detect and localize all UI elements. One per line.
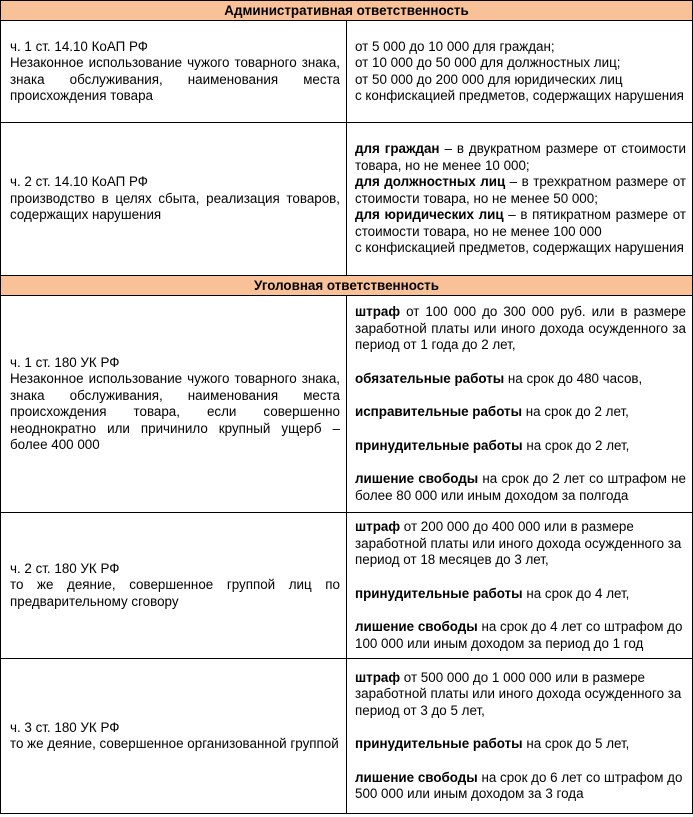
article-label: ч. 1 ст. 180 УК РФ	[10, 354, 120, 370]
penalty-line: штраф от 500 000 до 1 000 000 или в размере заработной платы или иного дохода осужденного за период от 3 до 5 лет,	[355, 669, 682, 718]
admin-heading: Административная ответственность	[1, 1, 693, 21]
article-label: ч. 1 ст. 14.10 КоАП РФ	[10, 38, 148, 54]
penalty-type: исправительные работы	[355, 404, 523, 419]
penalty-line: для граждан – в двукратном размере от стоимости товара, но не менее 10 000;	[355, 141, 686, 173]
penalty-type: лишение свободы	[355, 769, 478, 785]
penalty-line: от 5 000 до 10 000 для граждан;	[355, 38, 555, 54]
table-row	[1, 21, 693, 123]
penalty-line: принудительные работы на срок до 5 лет,	[355, 736, 630, 751]
table-row	[1, 659, 693, 814]
article-label: ч. 3 ст. 180 УК РФ	[10, 719, 120, 735]
penalty-line: штраф от 200 000 до 400 000 или в размере заработной платы или иного дохода осужденного за период от 18 месяцев до 3 лет,	[355, 519, 682, 567]
penalty-cell	[347, 659, 693, 814]
table-row	[1, 296, 693, 513]
penalty-subject: для юридических лиц	[355, 207, 504, 223]
penalty-type: принудительные работы	[355, 736, 523, 751]
confiscation-note: с конфискацией предметов, содержащих нарушения	[355, 240, 684, 256]
article-cell	[1, 21, 347, 123]
table-row	[1, 123, 693, 276]
confiscation-note: с конфискацией предметов, содержащих нарушения	[355, 88, 684, 103]
penalty-line: штраф от 100 000 до 300 000 руб. или в размере заработной платы или иного дохода осужденного за период от 1 года до 2 лет,	[355, 304, 686, 352]
article-description: Незаконное использование чужого товарного знака, знака обслуживания, наименования места происхождения товара, если совершенно неоднократно или причинило крупный ущерб – более 400 000	[10, 371, 340, 452]
article-description: то же деяние, совершенное группой лиц по предварительному сговору	[10, 577, 340, 609]
penalty-line: принудительные работы на срок до 4 лет,	[355, 585, 630, 601]
penalty-type: обязательные работы	[355, 370, 505, 386]
penalty-line: лишение свободы на срок до 2 лет со штрафом не более 80 000 или иным доходом за полгода	[355, 471, 686, 503]
penalty-line: для должностных лиц – в трехкратном размере от стоимости товара, но не менее 50 000;	[355, 174, 686, 206]
article-label: ч. 2 ст. 180 УК РФ	[10, 560, 120, 576]
penalty-line: принудительные работы на срок до 2 лет,	[355, 437, 630, 453]
article-label: ч. 2 ст. 14.10 КоАП РФ	[10, 174, 148, 190]
penalty-cell	[347, 296, 693, 513]
article-cell	[1, 123, 347, 276]
section-header-admin	[1, 1, 693, 21]
article-cell	[1, 513, 347, 659]
article-description: то же деяние, совершенное организованной группой	[10, 736, 339, 751]
penalty-subject: для граждан	[355, 141, 440, 157]
penalty-type: штраф	[355, 669, 401, 685]
penalty-line: обязательные работы на срок до 480 часов,	[355, 370, 643, 386]
penalty-line: лишение свободы на срок до 4 лет со штрафом до 100 000 или иным доходом за период до 1 год	[355, 619, 683, 651]
penalty-line: для юридических лиц – в пятикратном размере от стоимости товара, но не менее 100 000	[355, 207, 686, 239]
penalty-line: лишение свободы на срок до 6 лет со штрафом до 500 000 или иным доходом за 3 года	[355, 769, 683, 801]
penalty-line: от 50 000 до 200 000 для юридических лиц	[355, 71, 623, 87]
penalty-line: исправительные работы на срок до 2 лет,	[355, 404, 629, 419]
penalty-type: лишение свободы	[355, 471, 479, 486]
penalty-cell	[347, 123, 693, 276]
article-cell	[1, 659, 347, 814]
penalty-type: принудительные работы	[355, 437, 523, 453]
penalty-type: принудительные работы	[355, 585, 523, 601]
penalty-type: лишение свободы	[355, 619, 478, 634]
article-description: производство в целях сбыта, реализация товаров, содержащих нарушения	[10, 190, 340, 223]
penalty-type: штраф	[355, 304, 401, 319]
article-cell	[1, 296, 347, 513]
penalty-type: штраф	[355, 519, 401, 534]
penalty-line: от 10 000 до 50 000 для должностных лиц;	[355, 55, 621, 70]
section-header-criminal	[1, 276, 693, 296]
penalty-cell	[347, 21, 693, 123]
criminal-heading: Уголовная ответственность	[1, 276, 693, 296]
table-row	[1, 513, 693, 659]
penalty-subject: для должностных лиц	[355, 174, 506, 190]
article-description: Незаконное использование чужого товарного знака, знака обслуживания, наименования места происхождения товара	[10, 55, 340, 103]
penalty-cell	[347, 513, 693, 659]
